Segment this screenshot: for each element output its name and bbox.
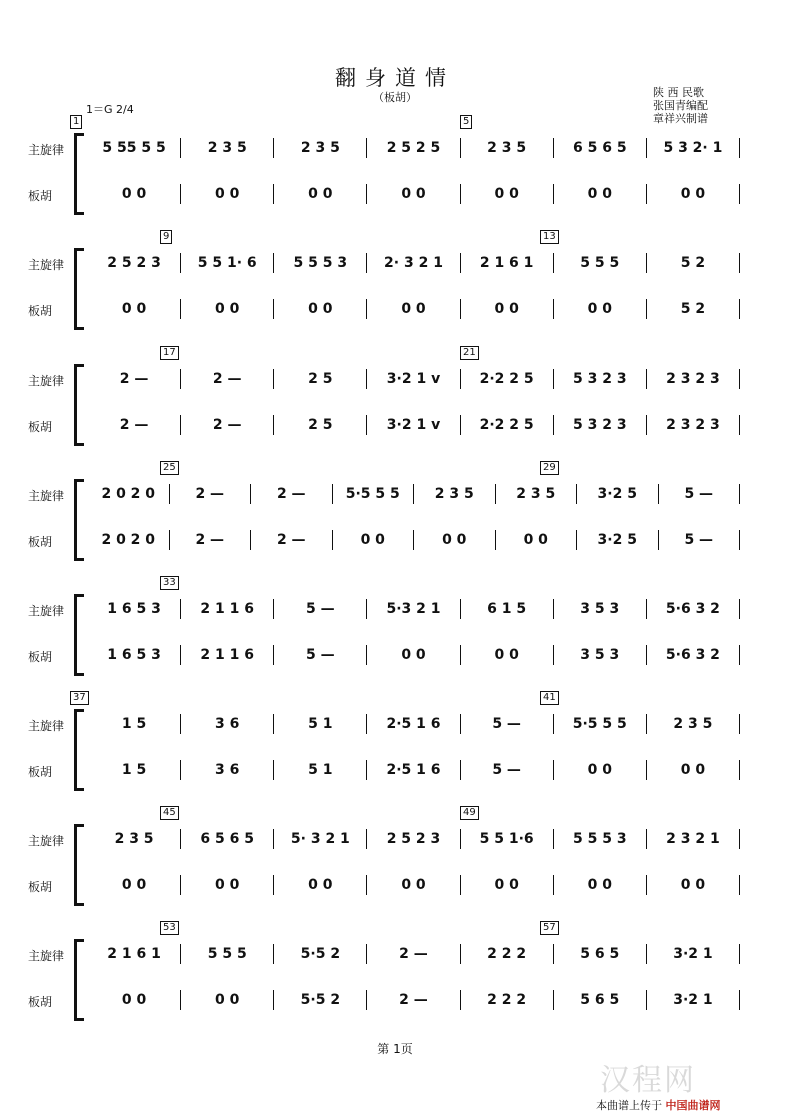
measure: 5·5 2 bbox=[300, 946, 341, 962]
system-brace bbox=[74, 479, 84, 561]
measure: 3·2 1 bbox=[673, 946, 713, 962]
system-brace bbox=[74, 133, 84, 215]
melody-staff bbox=[88, 598, 740, 620]
measure: 0 0 bbox=[680, 877, 706, 893]
measure: 2 1 6 1 bbox=[107, 946, 161, 962]
rehearsal-mark: 21 bbox=[460, 346, 479, 360]
barline bbox=[739, 944, 740, 964]
measure: 2 3 5 bbox=[114, 831, 154, 847]
banhu-staff bbox=[88, 989, 740, 1011]
measure: 2 3 5 bbox=[487, 140, 527, 156]
barline bbox=[739, 299, 740, 319]
measure: 2 3 5 bbox=[434, 486, 474, 502]
measure: 0 0 bbox=[494, 186, 519, 202]
measure: 0 0 bbox=[494, 877, 519, 893]
measure: 2 — bbox=[195, 486, 225, 502]
banhu-staff bbox=[88, 759, 740, 781]
measure: 2·2 2 5 bbox=[479, 417, 534, 433]
measure: 0 0 bbox=[308, 301, 333, 317]
barline bbox=[739, 990, 740, 1010]
measure: 3·2 1 bbox=[673, 992, 713, 1008]
barline bbox=[739, 415, 740, 435]
banhu-staff-label: 板胡 bbox=[28, 304, 53, 318]
banhu-staff-label: 板胡 bbox=[28, 189, 53, 203]
rehearsal-mark: 17 bbox=[160, 346, 179, 360]
measure: 5·3 2 1 bbox=[386, 601, 441, 617]
barline bbox=[739, 714, 740, 734]
measure: 5 2 bbox=[680, 255, 706, 271]
measure: 5 55 5 5 bbox=[102, 140, 166, 156]
banhu-staff bbox=[88, 529, 740, 551]
rehearsal-mark: 33 bbox=[160, 576, 179, 590]
melody-staff-label: 主旋律 bbox=[28, 143, 65, 157]
rehearsal-mark: 37 bbox=[70, 691, 89, 705]
credit-origin: 陕 西 民歌 bbox=[653, 86, 704, 99]
measure: 2 3 5 bbox=[673, 716, 713, 732]
banhu-staff-label: 板胡 bbox=[28, 995, 53, 1009]
melody-staff-label: 主旋律 bbox=[28, 949, 65, 963]
measure: 0 0 bbox=[215, 186, 240, 202]
rehearsal-mark: 5 bbox=[460, 115, 472, 129]
measure: 2·5 1 6 bbox=[386, 762, 441, 778]
measure: 5·5 2 bbox=[300, 992, 341, 1008]
banhu-staff-label: 板胡 bbox=[28, 765, 53, 779]
measure: 0 0 bbox=[308, 186, 333, 202]
measure: 5·6 3 2 bbox=[665, 601, 720, 617]
measure: 5 5 5 3 bbox=[293, 255, 348, 271]
measure: 0 0 bbox=[587, 186, 612, 202]
measure: 2 — bbox=[276, 532, 306, 548]
measure: 5·5 5 5 bbox=[345, 486, 400, 502]
measure: 3 5 3 bbox=[580, 647, 620, 663]
measure: 2 — bbox=[119, 371, 149, 387]
measure: 5 — bbox=[492, 762, 521, 778]
rehearsal-mark: 53 bbox=[160, 921, 179, 935]
banhu-staff-label: 板胡 bbox=[28, 420, 53, 434]
measure: 0 0 bbox=[587, 877, 612, 893]
measure: 2·2 2 5 bbox=[479, 371, 534, 387]
measure: 5 5 5 bbox=[207, 946, 247, 962]
melody-staff bbox=[88, 137, 740, 159]
measure: 0 0 bbox=[587, 301, 612, 317]
measure: 2 — bbox=[399, 992, 428, 1008]
measure: 2 2 2 bbox=[487, 992, 527, 1008]
measure: 6 1 5 bbox=[487, 601, 527, 617]
key-signature: 1＝G 2/4 bbox=[86, 103, 134, 116]
melody-staff-label: 主旋律 bbox=[28, 258, 65, 272]
barline bbox=[739, 599, 740, 619]
barline bbox=[739, 875, 740, 895]
system-brace bbox=[74, 939, 84, 1021]
measure: 3·2 1 v bbox=[386, 371, 441, 387]
measure: 3·2 5 bbox=[597, 532, 637, 548]
measure: 2·5 1 6 bbox=[386, 716, 441, 732]
rehearsal-mark: 57 bbox=[540, 921, 559, 935]
system-brace bbox=[74, 709, 84, 791]
measure: 2 5 2 3 bbox=[107, 255, 161, 271]
measure: 1 6 5 3 bbox=[107, 647, 161, 663]
measure: 0 0 bbox=[401, 186, 426, 202]
measure: 5 — bbox=[492, 716, 521, 732]
measure: 5 6 5 bbox=[580, 946, 620, 962]
banhu-staff bbox=[88, 874, 740, 896]
melody-staff-label: 主旋律 bbox=[28, 604, 65, 618]
barline bbox=[739, 184, 740, 204]
barline bbox=[739, 253, 740, 273]
measure: 1 6 5 3 bbox=[107, 601, 161, 617]
credits bbox=[653, 86, 708, 125]
measure: 2 1 1 6 bbox=[200, 601, 254, 617]
measure: 5 5 5 3 bbox=[572, 831, 627, 847]
score-system bbox=[0, 462, 790, 585]
measure: 2 5 2 3 bbox=[386, 831, 441, 847]
rehearsal-mark: 9 bbox=[160, 230, 172, 244]
measure: 2 3 2 3 bbox=[666, 417, 720, 433]
measure: 0 0 bbox=[215, 992, 240, 1008]
score-system bbox=[0, 577, 790, 700]
measure: 2 — bbox=[399, 946, 428, 962]
measure: 0 0 bbox=[121, 301, 147, 317]
system-brace bbox=[74, 248, 84, 330]
barline bbox=[739, 829, 740, 849]
measure: 5 3 2 3 bbox=[572, 417, 627, 433]
measure: 2 3 2 1 bbox=[666, 831, 720, 847]
page-title: 翻身道情 bbox=[335, 66, 455, 90]
score-system bbox=[0, 692, 790, 815]
rehearsal-mark: 29 bbox=[540, 461, 559, 475]
melody-staff bbox=[88, 713, 740, 735]
measure: 3·2 1 v bbox=[386, 417, 441, 433]
measure: 0 0 bbox=[523, 532, 548, 548]
melody-staff bbox=[88, 828, 740, 850]
measure: 0 0 bbox=[121, 877, 147, 893]
measure: 5 2 bbox=[680, 301, 706, 317]
measure: 5 1 bbox=[308, 762, 333, 778]
score-system bbox=[0, 231, 790, 354]
measure: 0 0 bbox=[308, 877, 333, 893]
rehearsal-mark: 13 bbox=[540, 230, 559, 244]
measure: 5 5 1· 6 bbox=[197, 255, 257, 271]
measure: 5· 3 2 1 bbox=[290, 831, 350, 847]
system-brace bbox=[74, 594, 84, 676]
measure: 0 0 bbox=[121, 992, 147, 1008]
footer-upload bbox=[596, 1097, 721, 1113]
measure: 1 5 bbox=[121, 762, 147, 778]
melody-staff-label: 主旋律 bbox=[28, 489, 65, 503]
melody-staff-label: 主旋律 bbox=[28, 374, 65, 388]
measure: 0 0 bbox=[401, 301, 426, 317]
measure: 5 — bbox=[684, 532, 714, 548]
measure: 5 — bbox=[306, 601, 335, 617]
measure: 5 5 5 bbox=[580, 255, 620, 271]
score-system bbox=[0, 807, 790, 930]
measure: 0 0 bbox=[442, 532, 467, 548]
banhu-staff bbox=[88, 298, 740, 320]
banhu-staff-label: 板胡 bbox=[28, 880, 53, 894]
measure: 2 1 6 1 bbox=[479, 255, 534, 271]
barline bbox=[739, 645, 740, 665]
measure: 3 6 bbox=[215, 716, 240, 732]
melody-staff-label: 主旋律 bbox=[28, 834, 65, 848]
melody-staff-label: 主旋律 bbox=[28, 719, 65, 733]
measure: 2 3 5 bbox=[300, 140, 340, 156]
banhu-staff bbox=[88, 183, 740, 205]
brand-logo-text[interactable]: 中国曲谱网 bbox=[665, 1099, 721, 1112]
measure: 0 0 bbox=[494, 647, 519, 663]
measure: 0 0 bbox=[401, 877, 426, 893]
measure: 3 6 bbox=[215, 762, 240, 778]
rehearsal-mark: 1 bbox=[70, 115, 82, 129]
melody-staff bbox=[88, 943, 740, 965]
banhu-staff-label: 板胡 bbox=[28, 535, 53, 549]
instrument-subtitle: （板胡） bbox=[373, 91, 417, 104]
score-system bbox=[0, 922, 790, 1045]
barline bbox=[739, 484, 740, 504]
system-brace bbox=[74, 824, 84, 906]
measure: 0 0 bbox=[401, 647, 426, 663]
banhu-staff bbox=[88, 414, 740, 436]
rehearsal-mark: 45 bbox=[160, 806, 179, 820]
melody-staff bbox=[88, 252, 740, 274]
measure: 0 0 bbox=[121, 186, 147, 202]
banhu-staff bbox=[88, 644, 740, 666]
measure: 2 1 1 6 bbox=[200, 647, 254, 663]
measure: 0 0 bbox=[494, 301, 519, 317]
rehearsal-mark: 41 bbox=[540, 691, 559, 705]
barline bbox=[739, 369, 740, 389]
measure: 2 0 2 0 bbox=[101, 486, 156, 502]
measure: 6 5 6 5 bbox=[572, 140, 627, 156]
barline bbox=[739, 760, 740, 780]
measure: 2 0 2 0 bbox=[101, 532, 156, 548]
measure: 5·6 3 2 bbox=[665, 647, 720, 663]
measure: 5 1 bbox=[308, 716, 333, 732]
measure: 2 — bbox=[212, 417, 242, 433]
score-system bbox=[0, 347, 790, 470]
measure: 2· 3 2 1 bbox=[384, 255, 443, 271]
measure: 0 0 bbox=[360, 532, 385, 548]
watermark: 汉程网 bbox=[600, 1063, 696, 1098]
measure: 2 3 5 bbox=[516, 486, 556, 502]
measure: 3 5 3 bbox=[580, 601, 620, 617]
barline bbox=[739, 530, 740, 550]
measure: 2 5 2 5 bbox=[386, 140, 441, 156]
measure: 2 — bbox=[212, 371, 242, 387]
banhu-staff-label: 板胡 bbox=[28, 650, 53, 664]
measure: 2 5 bbox=[308, 417, 333, 433]
page-number: 第 1页 bbox=[377, 1042, 413, 1056]
system-brace bbox=[74, 364, 84, 446]
measure: 2 — bbox=[119, 417, 149, 433]
measure: 2 3 5 bbox=[207, 140, 247, 156]
rehearsal-mark: 25 bbox=[160, 461, 179, 475]
credit-engraver: 章祥兴制谱 bbox=[653, 112, 708, 125]
measure: 0 0 bbox=[680, 186, 706, 202]
measure: 2 3 2 3 bbox=[666, 371, 720, 387]
measure: 0 0 bbox=[680, 762, 706, 778]
measure: 2 — bbox=[276, 486, 306, 502]
credit-arranger: 张国青编配 bbox=[653, 99, 708, 112]
upload-text: 本曲谱上传于 bbox=[596, 1099, 662, 1112]
measure: 6 5 6 5 bbox=[200, 831, 254, 847]
measure: 5 5 1·6 bbox=[479, 831, 534, 847]
measure: 2 5 bbox=[308, 371, 333, 387]
measure: 5 3 2 3 bbox=[572, 371, 627, 387]
measure: 5 3 2· 1 bbox=[663, 140, 723, 156]
measure: 0 0 bbox=[215, 877, 240, 893]
measure: 5 — bbox=[306, 647, 335, 663]
measure: 5·5 5 5 bbox=[572, 716, 627, 732]
rehearsal-mark: 49 bbox=[460, 806, 479, 820]
measure: 0 0 bbox=[587, 762, 612, 778]
melody-staff bbox=[88, 368, 740, 390]
measure: 1 5 bbox=[121, 716, 147, 732]
measure: 2 2 2 bbox=[487, 946, 527, 962]
melody-staff bbox=[88, 483, 740, 505]
barline bbox=[739, 138, 740, 158]
measure: 5 — bbox=[684, 486, 714, 502]
measure: 3·2 5 bbox=[597, 486, 637, 502]
measure: 0 0 bbox=[215, 301, 240, 317]
measure: 2 — bbox=[195, 532, 225, 548]
measure: 5 6 5 bbox=[580, 992, 620, 1008]
